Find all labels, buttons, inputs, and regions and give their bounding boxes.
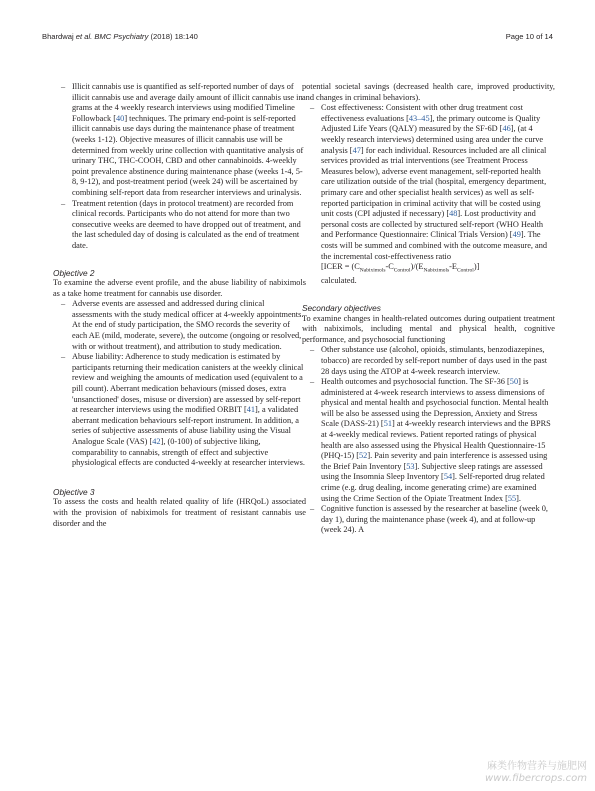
objective3-text: To assess the costs and health related quality of life (HRQoL) associated with the provision of nabiximols for treatment of resistant cannabis use disorder and the: [53, 497, 306, 528]
formula-part: [ICER = (C: [321, 262, 360, 272]
bullet-text: Illicit cannabis use is quantified as self-reported number of days of illicit cannabis use and average daily amount of illicit cannabis use in grams at the 4 weekly research interviews using modified Timeline Followback [: [72, 82, 303, 123]
bullet-list-cost: [302, 103, 555, 287]
journal-citation: [42, 32, 198, 41]
citation-link[interactable]: 49: [512, 230, 521, 240]
formula-part: )]: [473, 262, 480, 272]
formula-subscript: Nabiximols: [359, 267, 386, 274]
citation-link[interactable]: 40: [116, 113, 125, 123]
icer-formula: [321, 262, 480, 274]
bullet-text: ] is administered at 4-week research interviews to assess dimensions of physical and mental health and psychosocial function. Mental health will be also be assessed using the Depression, Anxiety and Stress Scale (DASS-21) [: [321, 377, 549, 429]
bullet-adverse-events: [61, 299, 306, 352]
bullet-text: ] at 4-weekly research interviews and the BPRS at 4-weekly medical reviews. Patient reported ratings of physical health are also assessed using the Physical Health Questionnaire-15 (PHQ-15) [: [321, 419, 551, 461]
bullet-illicit-cannabis-use: [61, 82, 306, 199]
bullet-abuse-liability: [61, 352, 306, 469]
left-column: [53, 82, 306, 529]
objective3-heading: Objective 3: [53, 486, 95, 497]
bullet-text: ]. Self-reported drug related crime (e.g. drug dealing, income generating crime) are examined using the Crime Section of the Opiate Treatment Index [: [321, 472, 545, 503]
citation-link[interactable]: 48: [449, 209, 458, 219]
bullet-health-outcomes: [310, 377, 555, 504]
journal-year: (2018) 18:140: [150, 32, 198, 41]
bullet-text: ], the primary outcome is Quality Adjusted Life Years (QALY) measured by the SF-6D [: [321, 113, 541, 134]
bullet-list-objective1: [53, 82, 306, 252]
secondary-objectives-text: To examine changes in health-related outcomes during outpatient treatment with nabiximols, including mental and physical health, cognitive performance, and psychosocial functioning: [302, 313, 555, 344]
bullet-other-substance-use: [310, 345, 555, 377]
bullet-text: ], (at 4 weekly research interviews) determined using area under the curve analysis [: [321, 124, 544, 155]
bullet-cognitive-function: [310, 504, 555, 536]
page-header: [42, 32, 553, 41]
bullet-list-objective2: [53, 299, 306, 469]
formula-subscript: Nabiximols: [423, 267, 450, 274]
bullet-list-secondary: [302, 345, 555, 536]
bullet-text: Other substance use (alcohol, opioids, stimulants, benzodiazepines, tobacco) are recorded by self-report number of days used in the past 28 days using the ATOP at 4-week research interview.: [321, 345, 548, 376]
bullet-cost-effectiveness: [310, 103, 555, 287]
bullet-text: ]. Subjective sleep ratings are assessed using the Insomnia Sleep Inventory [: [321, 461, 543, 482]
watermark-chinese: 麻类作物营养与施肥网: [487, 761, 587, 772]
journal-author: Bhardwaj: [42, 32, 74, 41]
objective2-heading: Objective 2: [53, 267, 95, 278]
bullet-text: Adverse events are assessed and addressed during clinical assessments with the study medical officer at 4-weekly appointments. At the end of study participation, the SMO records the severity of each AE (mild, moderate, severe), the outcome (ongoing or resolved, with or without treatment), and attribution to study medication.: [72, 299, 304, 351]
bullet-text: ], a validated aberrant medication behaviours self-report instrument. In addition, a series of subjective assessments of abuse liability using the Visual Analogue Scale (VAS) [: [72, 405, 299, 446]
page-number: Page 10 of 14: [505, 32, 553, 41]
objective3-continuation: potential societal savings (decreased health care, improved productivity, and changes in criminal behaviors).: [302, 82, 555, 102]
objective2-text: To examine the adverse event profile, and the abuse liability of nabiximols as a take home treatment for cannabis use disorder.: [53, 278, 306, 298]
bullet-text: Cognitive function is assessed by the researcher at baseline (week 0, day 1), during the maintenance phase (week 4), and at follow-up (week 24). A: [321, 504, 548, 535]
site-watermark: [485, 761, 587, 785]
watermark-url: www.fibercrops.com: [485, 773, 587, 784]
bullet-text: Health outcomes and psychosocial function. The SF-36 [: [321, 377, 510, 387]
citation-link[interactable]: 55: [507, 493, 517, 503]
right-column: [302, 82, 555, 536]
citation-link[interactable]: 46: [502, 124, 511, 134]
bullet-text: calculated.: [321, 276, 357, 286]
formula-part: -C: [385, 262, 394, 272]
citation-link[interactable]: 54: [443, 472, 453, 482]
bullet-text: Treatment retention (days in protocol treatment) are recorded from clinical records. Participants who do not attend for more than two consecutive weeks are deemed to have dropped out of treatment, and the last scheduled day of dosing is calculated as the end of treatment date.: [72, 198, 301, 250]
bullet-text: ], (0-100) of subjective liking, comparability to cannabis, strength of effect and subjective physiological effects are conducted 4-weekly at researcher interviews.: [72, 437, 305, 468]
bullet-text: ] techniques. The primary end-point is self-reported illicit cannabis use days during the maintenance phase of treatment (weeks 1-12). Objective measures of illicit cannabis use will be determined from weekly urine collection with quantitative analysis of urinary THC, THC-COOH, CBD and other cannabinoids. 4-weekly point prevalence abstinence during maintenance phase (weeks 1-4, 5-8, 9-12), and post-treatment period (week 24) will be ascertained by combining self-report data from researcher interviews and urinalysis.: [72, 113, 304, 197]
citation-link[interactable]: 51: [383, 419, 392, 429]
secondary-objectives-heading: Secondary objectives: [302, 302, 381, 313]
bullet-text: Abuse liability: Adherence to study medication is estimated by participants returning their medication canisters at the weekly clinical review and weighing the amounts of medication used (equivalent to a pill count). Aberrant medication behaviours (missed doses, extra 'unsanctioned' doses, misuse or diversion) are assessed by self-report at researcher interviews using the modified ORBIT [: [72, 352, 304, 415]
citation-link[interactable]: 53: [406, 461, 415, 471]
citation-link[interactable]: 42: [152, 437, 161, 446]
citation-link[interactable]: 43–45: [408, 113, 430, 123]
citation-link[interactable]: 50: [509, 377, 519, 387]
bullet-text: ] for each individual. Resources included are all clinical services provided as trial interventions (see Treatment Process Measures below), adverse event management, self-reported health care utilization outside of the trial (hospital, emergency department, primary care and other specialist health services) as well as self-reported participation in criminal activity that will be costed using unit costs (CPI adjusted if necessary) [: [321, 145, 547, 219]
citation-link[interactable]: 41: [246, 405, 256, 415]
citation-link[interactable]: 52: [359, 451, 368, 461]
bullet-text: ].: [516, 493, 522, 503]
formula-part: )/(E: [410, 262, 424, 272]
citation-link[interactable]: 47: [352, 145, 361, 155]
bullet-text: ]. Lost productivity and personal costs are collected by structured self-report (WHO Health and Performance Questionnaire: Clinical Trials Version) [: [321, 209, 544, 240]
bullet-text: Cost effectiveness: Consistent with other drug treatment cost effectiveness evaluations [: [321, 103, 523, 123]
formula-subscript: Control: [457, 267, 474, 274]
journal-etal: et al. BMC Psychiatry: [75, 32, 149, 41]
bullet-text: ]. The costs will be summed and combined with the outcome measure, and the incremental cost-effectiveness ratio: [321, 230, 548, 261]
bullet-text: ]. Pain severity and pain interference is assessed using the Brief Pain Inventory [: [321, 451, 548, 471]
formula-subscript: Control: [393, 267, 411, 274]
formula-part: -E: [449, 262, 457, 272]
bullet-treatment-retention: [61, 199, 306, 252]
